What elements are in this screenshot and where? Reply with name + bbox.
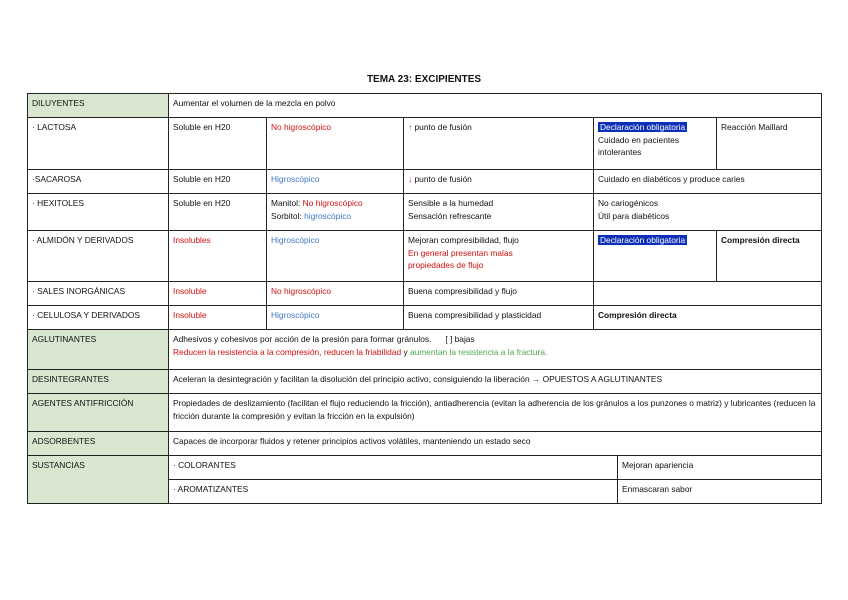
lactosa-label: · LACTOSA	[28, 118, 169, 170]
sacarosa-fusion-text: punto de fusión	[412, 174, 472, 184]
manitol-label: Manitol:	[271, 198, 303, 208]
hexitoles-properties	[404, 194, 594, 231]
row-adsorbentes	[28, 432, 822, 456]
page-title: TEMA 23: EXCIPIENTES	[366, 74, 482, 85]
aglutinantes-green-text: aumentan la resistencia a la fractura.	[409, 346, 548, 357]
diluyentes-label: DILUYENTES	[28, 94, 169, 118]
sales-hygroscopic: No higroscópico	[267, 282, 404, 306]
hexitoles-hygroscopic	[267, 194, 404, 231]
celulosa-solubility: Insoluble	[169, 306, 267, 330]
declaration-highlight: Declaración obligatoria	[600, 122, 686, 132]
desintegrantes-desc: Aceleran la desintegración y facilitan la disolución del principio activo, consiguiendo la liberación → OPUESTOS A AGLUTINANTES	[169, 370, 822, 394]
sales-empty	[594, 282, 822, 306]
sorbitol-label: Sorbitol:	[271, 210, 305, 221]
hexitoles-prop-1: Sensible a la humedad	[408, 198, 494, 208]
adsorbentes-desc: Capaces de incorporar fluidos y retener principios activos volátiles, manteniendo un estado seco	[169, 432, 822, 456]
desintegrantes-label: DESINTEGRANTES	[28, 370, 169, 394]
adsorbentes-label: ADSORBENTES	[28, 432, 169, 456]
almidon-extra: Compresión directa	[717, 231, 822, 282]
sustancias-label: SUSTANCIAS	[28, 456, 169, 504]
lactosa-hygroscopic: No higroscópico	[267, 118, 404, 170]
row-diluyentes	[28, 94, 822, 118]
sorbitol-value: higroscópico	[304, 210, 352, 221]
colorantes-value: Mejoran apariencia	[618, 456, 822, 480]
almidon-hygroscopic: Higroscópico	[267, 231, 404, 282]
declaration-highlight: Declaración obligatoria	[600, 235, 686, 245]
row-sales	[28, 282, 822, 306]
hexitoles-label: · HEXITOLES	[28, 194, 169, 231]
row-sustancias-1	[28, 456, 822, 480]
celulosa-properties: Buena compresibilidad y plasticidad	[404, 306, 594, 330]
celulosa-hygroscopic: Higroscópico	[267, 306, 404, 330]
diluyentes-desc: Aumentar el volumen de la mezcla en polvo	[169, 94, 822, 118]
row-celulosa	[28, 306, 822, 330]
almidon-solubility: Insolubles	[169, 231, 267, 282]
aglutinantes-and: y	[401, 346, 410, 357]
almidon-declaration	[594, 231, 717, 282]
manitol-line	[271, 197, 399, 210]
lactosa-solubility: Soluble en H20	[169, 118, 267, 170]
lactosa-fusion	[404, 118, 594, 170]
lactosa-extra: Reacción Maillard	[717, 118, 822, 170]
sacarosa-solubility: Soluble en H20	[169, 170, 267, 194]
hexitoles-solubility: Soluble en H20	[169, 194, 267, 231]
almidon-prop-3: propiedades de flujo	[408, 260, 484, 271]
hexitoles-notes	[594, 194, 822, 231]
arrow-up-icon: ↑	[408, 122, 413, 132]
row-aglutinantes	[28, 330, 822, 370]
row-hexitoles	[28, 194, 822, 231]
aglutinantes-desc	[169, 330, 822, 370]
antifriccion-desc: Propiedades de deslizamiento (facilitan el flujo reduciendo la fricción), antiadherencia (evitan la adherencia de los gránulos a los punzones o matriz) y lubricantes (reducen la fricción durante la compresión y evitan la fricción en la expulsión)	[169, 394, 822, 432]
antifriccion-label: AGENTES ANTIFRICCIÓN	[28, 394, 169, 432]
row-lactosa	[28, 118, 822, 170]
lactosa-note-1: Cuidado en pacientes	[598, 134, 680, 145]
almidon-prop-1: Mejoran compresibilidad, flujo	[408, 235, 519, 245]
sacarosa-fusion	[404, 170, 594, 194]
lactosa-note-2: intolerantes	[598, 147, 642, 158]
sales-solubility: Insoluble	[169, 282, 267, 306]
lactosa-fusion-text: punto de fusión	[412, 122, 472, 132]
aglutinantes-red-text: Reducen la resistencia a la compresión, reducen la friabilidad	[173, 346, 402, 357]
celulosa-label: · CELULOSA Y DERIVADOS	[28, 306, 169, 330]
sacarosa-hygroscopic: Higroscópico	[267, 170, 404, 194]
aglutinantes-label: AGLUTINANTES	[28, 330, 169, 370]
sacarosa-label: ·SACAROSA	[28, 170, 169, 194]
almidon-properties	[404, 231, 594, 282]
row-sacarosa	[28, 170, 822, 194]
aglutinantes-line-2	[173, 346, 817, 359]
almidon-prop-2: En general presentan malas	[408, 247, 513, 258]
manitol-value: No higroscópico	[302, 198, 363, 208]
sorbitol-line	[271, 210, 399, 223]
excipientes-table	[27, 93, 822, 504]
colorantes-name: · COLORANTES	[169, 456, 618, 480]
row-desintegrantes	[28, 370, 822, 394]
hexitoles-note-2: Útil para diabéticos	[598, 210, 670, 221]
celulosa-note: Compresión directa	[594, 306, 822, 330]
aromatizantes-name: · AROMATIZANTES	[169, 480, 618, 504]
sacarosa-note: Cuidado en diabéticos y produce caries	[594, 170, 822, 194]
lactosa-declaration	[594, 118, 717, 170]
row-almidon	[28, 231, 822, 282]
hexitoles-prop-2: Sensación refrescante	[408, 210, 492, 221]
aromatizantes-value: Enmascaran sabor	[618, 480, 822, 504]
aglutinantes-line-1: Adhesivos y cohesivos por acción de la presión para formar gránulos. [ ] bajas	[173, 334, 475, 344]
almidon-label: · ALMIDÓN Y DERIVADOS	[28, 231, 169, 282]
hexitoles-note-1: No cariogénicos	[598, 198, 659, 208]
row-antifriccion	[28, 394, 822, 432]
arrow-down-icon: ↓	[408, 174, 413, 184]
sales-label: · SALES INORGÁNICAS	[28, 282, 169, 306]
sales-properties: Buena compresibilidad y flujo	[404, 282, 594, 306]
